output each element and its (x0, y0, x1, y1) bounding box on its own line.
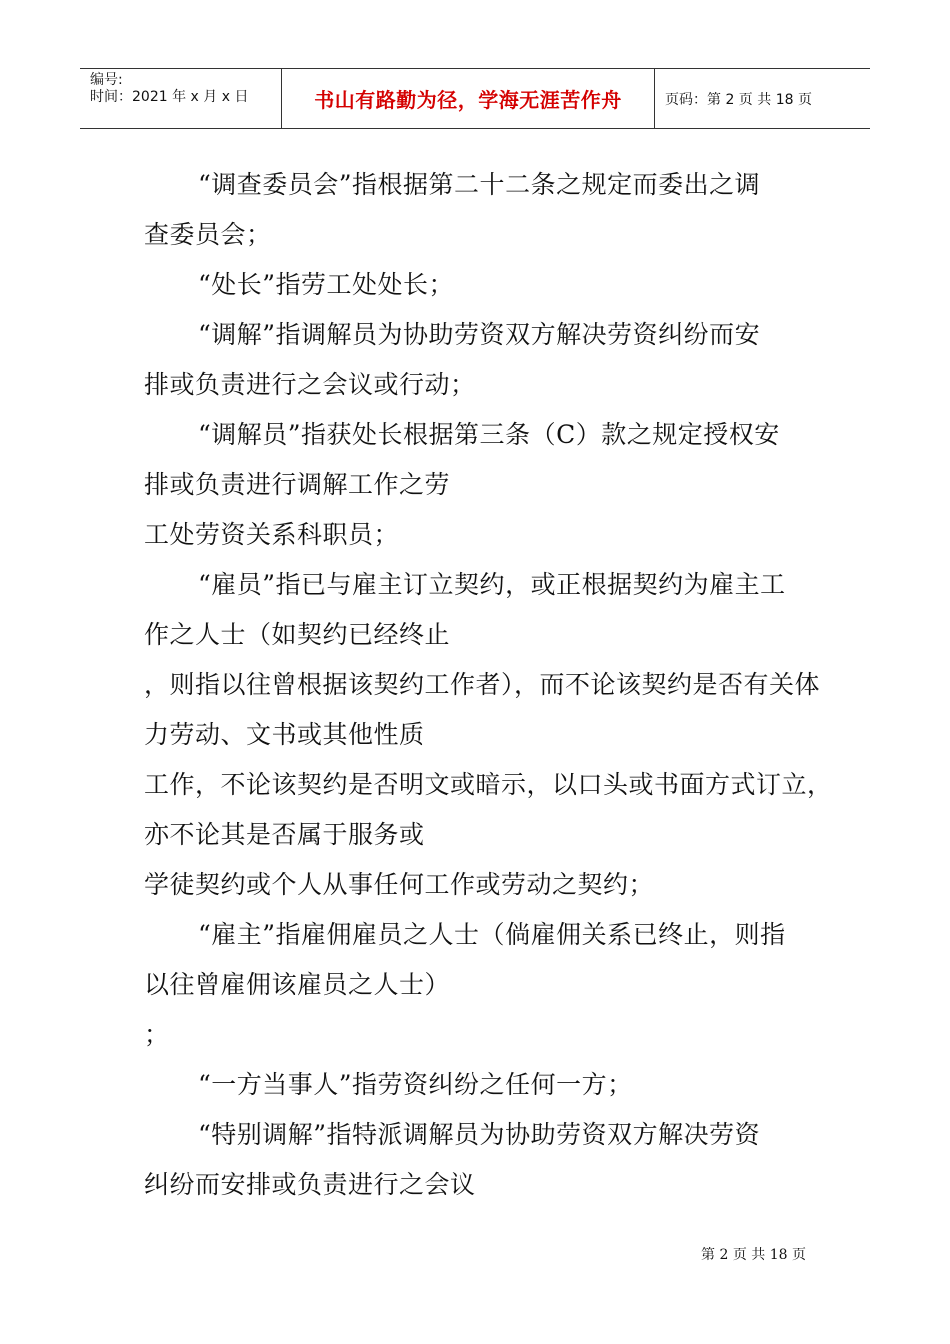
paragraph-line: 查委员会； (144, 220, 272, 249)
paragraph-line: “雇主”指雇佣雇员之人士（倘雇佣关系已终止，则指 (198, 920, 786, 949)
paragraph-line: 力劳动、文书或其他性质 (144, 720, 425, 749)
page-header (80, 68, 870, 129)
paragraph-line: 亦不论其是否属于服务或 (144, 820, 425, 849)
header-page-cell (655, 69, 870, 128)
footer-page-number: 第 2 页 共 18 页 (701, 1247, 806, 1263)
paragraph-line: “调解员”指获处长根据第三条（C）款之规定授权安 (198, 420, 780, 449)
document-body (144, 160, 833, 1210)
paragraph-line: 以往曾雇佣该雇员之人士） (144, 970, 451, 999)
date-label: 时间：2021 年 x 月 x 日 (90, 89, 249, 105)
paragraph-line: 工处劳资关系科职员； (144, 520, 400, 549)
paragraph-line: “雇员”指已与雇主订立契约，或正根据契约为雇主工 (198, 570, 786, 599)
paragraph-line: ，则指以往曾根据该契约工作者），而不论该契约是否有关体 (144, 670, 821, 699)
paragraph-line: 学徒契约或个人从事任何工作或劳动之契约； (144, 870, 655, 899)
header-meta-cell (80, 69, 281, 128)
paragraph-line: “特别调解”指特派调解员为协助劳资双方解决劳资 (198, 1120, 761, 1149)
paragraph-line: ； (144, 1020, 170, 1049)
paragraph-line: 排或负责进行调解工作之劳 (144, 470, 451, 499)
paragraph-line: 作之人士（如契约已经终止 (144, 620, 451, 649)
page-footer (701, 1244, 806, 1264)
paragraph-line: 工作，不论该契约是否明文或暗示，以口头或书面方式订立， (144, 770, 833, 799)
paragraph-line: 排或负责进行之会议或行动； (144, 370, 476, 399)
paragraph-line: “一方当事人”指劳资纠纷之任何一方； (198, 1070, 633, 1099)
paragraph-line: 纠纷而安排或负责进行之会议 (144, 1170, 476, 1199)
paragraph-line: “调查委员会”指根据第二十二条之规定而委出之调 (198, 170, 761, 199)
serial-number-label: 编号: (90, 72, 123, 88)
motto-text: 书山有路勤为径，学海无涯苦作舟 (314, 88, 622, 112)
paragraph-line: “处长”指劳工处处长； (198, 270, 455, 299)
header-page-number: 页码：第 2 页 共 18 页 (665, 91, 812, 108)
paragraph-line: “调解”指调解员为协助劳资双方解决劳资纠纷而安 (198, 320, 761, 349)
header-motto-cell (281, 69, 655, 128)
